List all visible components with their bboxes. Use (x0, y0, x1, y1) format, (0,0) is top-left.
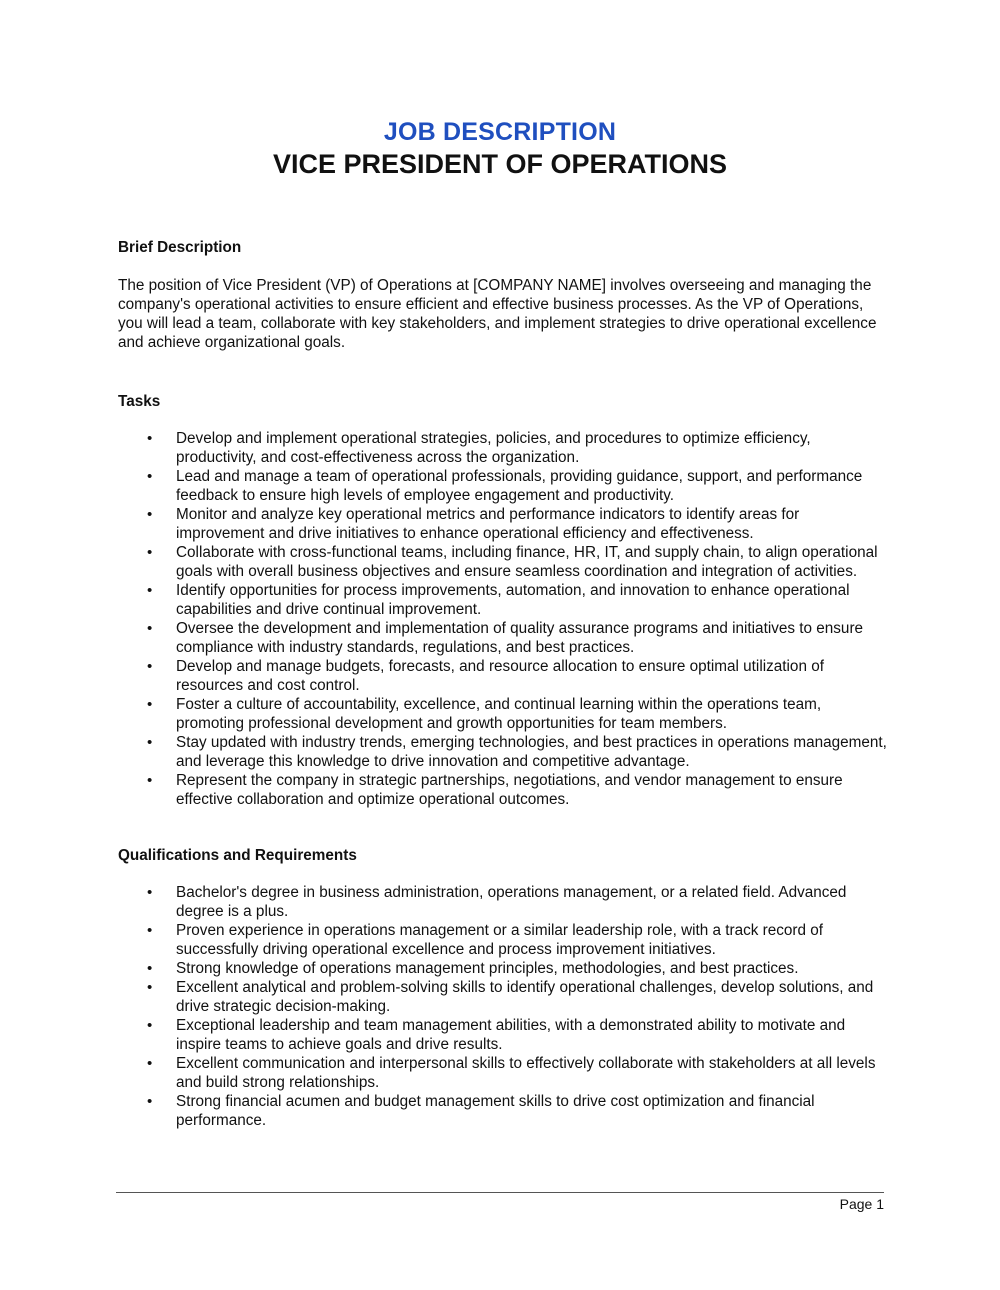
bullet-icon: • (147, 506, 153, 523)
task-item (118, 429, 888, 467)
tasks-list (118, 429, 888, 809)
task-item (118, 467, 888, 505)
list-item-text: Stay updated with industry trends, emerging technologies, and best practices in operations management, and leverage this knowledge to drive innovation and competitive advantage. (176, 734, 887, 770)
task-item (118, 771, 888, 809)
task-item (118, 695, 888, 733)
page-number: Page 1 (839, 1196, 884, 1212)
task-item (118, 581, 888, 619)
qualifications-heading: Qualifications and Requirements (118, 847, 357, 864)
list-item-text: Lead and manage a team of operational professionals, providing guidance, support, and performance feedback to ensure high levels of employee engagement and productivity. (176, 468, 863, 504)
list-item-text: Foster a culture of accountability, excellence, and continual learning within the operations team, promoting professional development and growth opportunities for team members. (176, 696, 822, 732)
list-item-text: Develop and implement operational strategies, policies, and procedures to optimize efficiency, productivity, and cost-effectiveness across the organization. (176, 430, 811, 466)
qualifications-list (118, 883, 888, 1130)
document-body (118, 238, 888, 1130)
bullet-icon: • (147, 620, 153, 637)
brief-description-heading: Brief Description (118, 239, 242, 256)
list-item-text: Proven experience in operations management or a similar leadership role, with a track record of successfully driving operational excellence and process improvement initiatives. (176, 922, 824, 958)
brief-description-section (118, 238, 888, 352)
task-item (118, 505, 888, 543)
bullet-icon: • (147, 1017, 153, 1034)
qualifications-section (118, 846, 888, 1130)
qualification-item (118, 1016, 888, 1054)
bullet-icon: • (147, 430, 153, 447)
list-item-text: Bachelor's degree in business administration, operations management, or a related field. Advanced degree is a plus. (176, 884, 847, 920)
tasks-section (118, 392, 888, 809)
brief-description-text: The position of Vice President (VP) of Operations at [COMPANY NAME] involves overseeing and managing the company's operational activities to ensure efficient and effective business processes. As the VP of Operations, you will lead a team, collaborate with key stakeholders, and implement strategies to drive operational excellence and achieve organizational goals. (118, 277, 877, 351)
list-item-text: Excellent analytical and problem-solving skills to identify operational challenges, develop solutions, and drive strategic decision-making. (176, 979, 874, 1015)
bullet-icon: • (147, 1093, 153, 1110)
list-item-text: Excellent communication and interpersonal skills to effectively collaborate with stakeholders at all levels and build strong relationships. (176, 1055, 876, 1091)
bullet-icon: • (147, 960, 153, 977)
document-header (0, 117, 1000, 180)
task-item (118, 733, 888, 771)
bullet-icon: • (147, 468, 153, 485)
qualification-item (118, 1054, 888, 1092)
bullet-icon: • (147, 658, 153, 675)
list-item-text: Monitor and analyze key operational metrics and performance indicators to identify areas for improvement and drive initiatives to enhance operational efficiency and effectiveness. (176, 506, 800, 542)
list-item-text: Strong knowledge of operations management principles, methodologies, and best practices. (176, 960, 799, 977)
list-item-text: Strong financial acumen and budget management skills to drive cost optimization and financial performance. (176, 1093, 815, 1129)
document-kicker: JOB DESCRIPTION (383, 118, 617, 146)
list-item-text: Collaborate with cross-functional teams, including finance, HR, IT, and supply chain, to align operational goals with overall business objectives and ensure seamless coordination and integration of activities. (176, 544, 878, 580)
list-item-text: Oversee the development and implementation of quality assurance programs and initiatives to ensure compliance with industry standards, regulations, and best practices. (176, 620, 864, 656)
list-item-text: Develop and manage budgets, forecasts, and resource allocation to ensure optimal utilization of resources and cost control. (176, 658, 824, 694)
bullet-icon: • (147, 772, 153, 789)
bullet-icon: • (147, 734, 153, 751)
task-item (118, 619, 888, 657)
tasks-heading: Tasks (118, 393, 161, 410)
qualification-item (118, 959, 888, 978)
bullet-icon: • (147, 544, 153, 561)
bullet-icon: • (147, 979, 153, 996)
list-item-text: Represent the company in strategic partnerships, negotiations, and vendor management to ensure effective collaboration and optimize operational outcomes. (176, 772, 843, 808)
bullet-icon: • (147, 582, 153, 599)
footer-divider (116, 1192, 884, 1193)
qualification-item (118, 883, 888, 921)
qualification-item (118, 921, 888, 959)
bullet-icon: • (147, 1055, 153, 1072)
qualification-item (118, 978, 888, 1016)
task-item (118, 657, 888, 695)
task-item (118, 543, 888, 581)
bullet-icon: • (147, 696, 153, 713)
list-item-text: Exceptional leadership and team management abilities, with a demonstrated ability to motivate and inspire teams to achieve goals and drive results. (176, 1017, 846, 1053)
qualification-item (118, 1092, 888, 1130)
bullet-icon: • (147, 884, 153, 901)
document-title: VICE PRESIDENT OF OPERATIONS (272, 149, 728, 179)
bullet-icon: • (147, 922, 153, 939)
list-item-text: Identify opportunities for process improvements, automation, and innovation to enhance operational capabilities and drive continual improvement. (176, 582, 850, 618)
